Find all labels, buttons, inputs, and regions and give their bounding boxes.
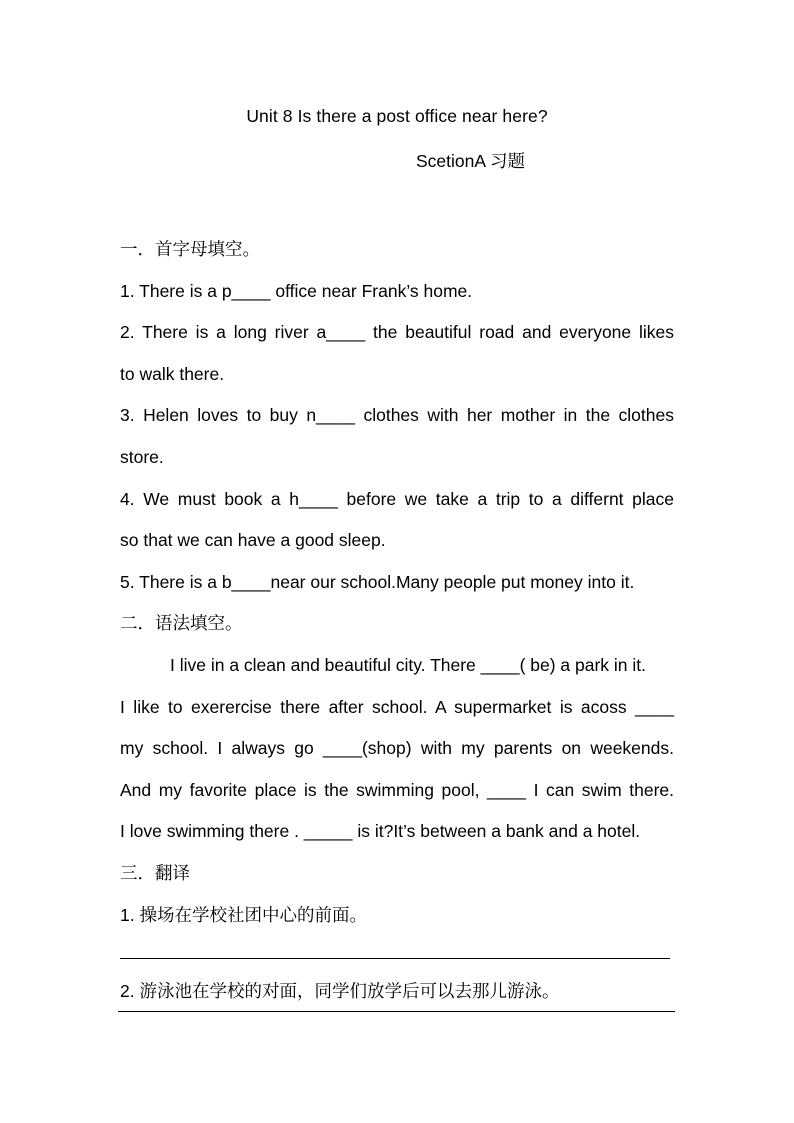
question-1: 1. There is a p____ office near Frank’s home. [120,280,473,301]
passage-line-4: And my favorite place is the swimming pool, ____ I can swim there. [120,779,674,800]
passage-line-2: I like to exerercise there after school. A supermarket is acoss ____ [120,696,674,717]
page-title: Unit 8 Is there a post office near here? [246,106,548,126]
translation-question-2: 2. 游泳池在学校的对面，同学们放学后可以去那儿游泳。 [120,981,560,1001]
translation-question-1: 1. 操场在学校社团中心的前面。 [120,904,367,925]
section-heading-initial-letter: 一．首字母填空。 [120,239,260,259]
page-subtitle: ScetionA 习题 [416,151,525,171]
passage-line-1: I live in a clean and beautiful city. There ____( be) a park in it. [170,654,647,675]
answer-line-1 [120,958,670,959]
question-5: 5. There is a b____near our school.Many people put money into it. [120,571,635,592]
question-2-line-1: 2. There is a long river a____ the beautiful road and everyone likes [120,322,674,343]
section-heading-grammar: 二．语法填空。 [120,613,243,634]
worksheet-body [120,229,674,936]
question-4-line-1: 4. We must book a h____ before we take a trip to a differnt place [120,488,674,509]
section-heading-translation: 三．翻译 [120,862,190,883]
question-3-line-2: store. [120,446,164,467]
passage-line-3: my school. I always go ____(shop) with my parents on weekends. [120,738,674,759]
worksheet-body-continued [120,971,674,1013]
question-4-line-2: so that we can have a good sleep. [120,530,386,551]
passage-line-5: I love swimming there . _____ is it?It’s between a bank and a hotel. [120,821,641,842]
question-3-line-1: 3. Helen loves to buy n____ clothes with her mother in the clothes [120,405,674,426]
question-2-line-2: to walk there. [120,363,225,384]
answer-line-2 [118,1011,675,1012]
